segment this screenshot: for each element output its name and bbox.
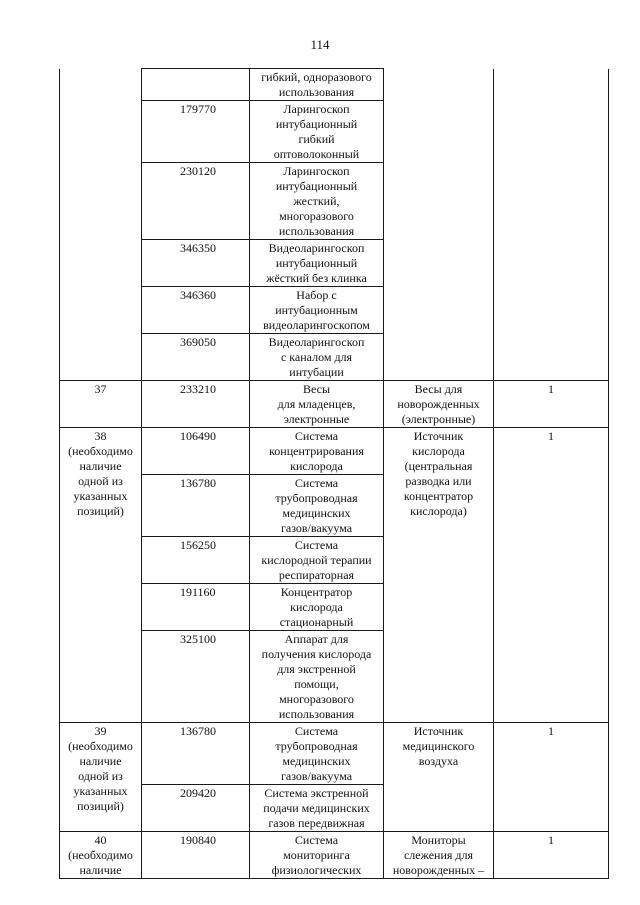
quantity-cell	[494, 69, 609, 381]
name-cell: Система концентрирования кислорода	[250, 428, 384, 475]
code-cell: 156250	[142, 537, 250, 584]
name-cell: Видеоларингоскоп интубационный жёсткий без клинка	[250, 240, 384, 287]
name-cell: гибкий, одноразового использования	[250, 69, 384, 101]
code-cell: 233210	[142, 381, 250, 428]
code-cell: 136780	[142, 723, 250, 785]
name-cell: Система мониторинга физиологических	[250, 832, 384, 879]
requirement-cell: Весы для новорожденных (электронные)	[384, 381, 494, 428]
name-cell: Система трубопроводная медицинских газов/вакуума	[250, 723, 384, 785]
row-number-cell	[60, 69, 142, 381]
page-number: 114	[310, 37, 330, 52]
code-cell: 230120	[142, 163, 250, 240]
name-cell: Система экстренной подачи медицинских газов передвижная	[250, 785, 384, 832]
row-number-cell: 39 (необходимо наличие одной из указанных позиций)	[60, 723, 142, 832]
table-row	[60, 381, 609, 428]
table-row	[60, 428, 609, 475]
name-cell: Набор с интубационным видеоларингоскопом	[250, 287, 384, 334]
requirement-cell: Источник медицинского воздуха	[384, 723, 494, 832]
name-cell: Весы для младенцев, электронные	[250, 381, 384, 428]
code-cell: 179770	[142, 101, 250, 163]
name-cell: Система кислородной терапии респираторная	[250, 537, 384, 584]
code-cell: 325100	[142, 631, 250, 723]
row-number-cell: 37	[60, 381, 142, 428]
code-cell: 369050	[142, 334, 250, 381]
quantity-cell: 1	[494, 723, 609, 832]
quantity-cell: 1	[494, 381, 609, 428]
table-row	[60, 723, 609, 785]
name-cell: Аппарат для получения кислорода для экстренной помощи, многоразового использования	[250, 631, 384, 723]
quantity-cell: 1	[494, 428, 609, 723]
code-cell: 136780	[142, 475, 250, 537]
code-cell: 191160	[142, 584, 250, 631]
code-cell: 190840	[142, 832, 250, 879]
code-cell: 209420	[142, 785, 250, 832]
requirement-cell	[384, 69, 494, 381]
requirement-cell: Источник кислорода (центральная разводка или концентратор кислорода)	[384, 428, 494, 723]
equipment-table	[59, 68, 609, 879]
row-number-cell: 38 (необходимо наличие одной из указанных позиций)	[60, 428, 142, 723]
name-cell: Концентратор кислорода стационарный	[250, 584, 384, 631]
table-row	[60, 69, 609, 101]
name-cell: Ларингоскоп интубационный гибкий оптоволоконный	[250, 101, 384, 163]
row-number-cell: 40 (необходимо наличие	[60, 832, 142, 879]
table-row	[60, 832, 609, 879]
name-cell: Система трубопроводная медицинских газов/вакуума	[250, 475, 384, 537]
requirement-cell: Мониторы слежения для новорожденных –	[384, 832, 494, 879]
code-cell: 346360	[142, 287, 250, 334]
code-cell: 106490	[142, 428, 250, 475]
code-cell	[142, 69, 250, 101]
name-cell: Ларингоскоп интубационный жесткий, многоразового использования	[250, 163, 384, 240]
name-cell: Видеоларингоскоп с каналом для интубации	[250, 334, 384, 381]
quantity-cell: 1	[494, 832, 609, 879]
code-cell: 346350	[142, 240, 250, 287]
